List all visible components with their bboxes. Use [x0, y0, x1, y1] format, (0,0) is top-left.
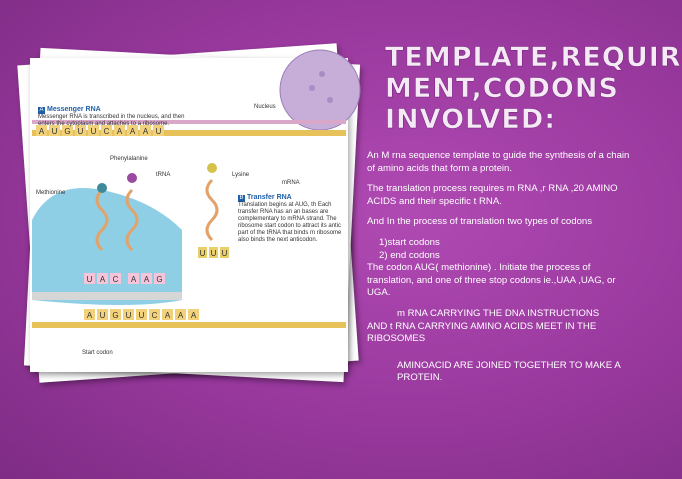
anticodon-phe-base-letter: A: [130, 275, 137, 284]
mrna-codon-base-letter: G: [112, 311, 119, 320]
anticodon-lys-base-letter: U: [199, 249, 206, 258]
paragraph-template: An M rna sequence template to guide the synthesis of a chain of amino acids that form a protein.: [367, 150, 630, 174]
ribosome-shape: [32, 188, 182, 305]
mrna-top-base-letter: U: [155, 127, 162, 136]
mrna-codon-base-letter: U: [125, 311, 132, 320]
mrna-top-base-letter: U: [77, 127, 84, 136]
mrna-top-base-letter: U: [90, 127, 97, 136]
anticodon-met-base-letter: U: [86, 275, 93, 284]
title-line-2: MENT,CODONS: [385, 73, 619, 104]
mrna-top-base-letter: C: [103, 127, 110, 136]
label-lysine: Lysine: [232, 172, 250, 178]
label-nucleus: Nucleus: [254, 104, 276, 110]
figure-photo-stack: [22, 52, 362, 382]
paragraph-mrna-carrying: m RNA CARRYING THE DNA INSTRUCTIONS: [397, 307, 600, 319]
paragraph-requirements: The translation process requires m RNA ,r RNA ,20 AMINO ACIDS and their specific t RNA.: [367, 183, 618, 207]
paragraph-codons: And In the process of translation two types of codons: [367, 216, 593, 228]
mrna-codon-base-letter: U: [99, 311, 106, 320]
label-methionine: Methionine: [36, 190, 66, 196]
title-line-3: INVOLVED:: [385, 104, 557, 135]
anticodon-met-base-letter: A: [99, 275, 106, 284]
photo-sheet-front: [30, 58, 348, 372]
mrna-top-base-letter: A: [116, 127, 123, 136]
list-item-start-codons: 1)start codons: [379, 236, 440, 248]
section-b-heading: Transfer RNA: [247, 194, 292, 201]
section-a-note: A Messenger RNA Messenger RNA is transcribed in the nucleus, and then enters the cytoplasm and attaches to a ribosome.: [38, 106, 188, 128]
section-b-text: Translation begins at AUG, th Each transfer RNA has an an bases are complementary to mRNA strand. The ribosome start codon to attract its antic part of the tRNA that binds m ribosome also binds the next anticodon.: [238, 202, 342, 243]
mrna-codon-base-letter: A: [190, 311, 197, 320]
mrna-top-base-letter: A: [142, 127, 149, 136]
paragraph-trna-carrying: AND t RNA CARRYING AMINO ACIDS MEET IN THE RIBOSOMES: [367, 320, 597, 345]
list-item-end-codons: 2) end codons: [379, 249, 440, 261]
label-start-codon: Start codon: [82, 350, 113, 356]
mrna-top-base-letter: A: [129, 127, 136, 136]
slide-body: [367, 150, 635, 385]
section-a-heading: Messenger RNA: [47, 106, 101, 113]
anticodon-met-base-letter: C: [112, 275, 119, 284]
anticodon-phe-base-letter: G: [156, 275, 163, 284]
label-trna: tRNA: [156, 172, 171, 178]
mrna-codon-base-letter: U: [138, 311, 145, 320]
label-mrna: mRNA: [282, 180, 300, 186]
nucleus-shape: [280, 50, 360, 130]
mrna-codon-base-letter: A: [164, 311, 171, 320]
paragraph-aminoacid: AMINOACID ARE JOINED TOGETHER TO MAKE A PROTEIN.: [397, 359, 621, 384]
mrna-top-base-letter: G: [64, 127, 71, 136]
mrna-strand-bottom: [32, 322, 346, 328]
mrna-top-base-letter: U: [51, 127, 58, 136]
trna-lysine-shape: [207, 180, 217, 240]
mrna-codon-base-letter: C: [151, 311, 158, 320]
anticodon-lys-base-letter: U: [221, 249, 228, 258]
anticodon-lys-base-letter: U: [210, 249, 217, 258]
translation-diagram: [32, 60, 346, 370]
mrna-top-base-letter: A: [38, 127, 45, 136]
mrna-codon-base-letter: A: [86, 311, 93, 320]
title-line-1: TEMPLATE,REQUIR: [385, 42, 682, 73]
section-a-text: Messenger RNA is transcribed in the nucleus, and then enters the cytoplasm and attaches to a ribosome.: [38, 114, 185, 127]
label-phenylalanine: Phenylalanine: [110, 156, 148, 162]
paragraph-aug: The codon AUG( methionine) . Initiate the process of translation, and one of three stop codons ie.,UAA ,UAG, or UGA.: [367, 262, 616, 299]
section-b-note: B Transfer RNA Translation begins at AUG, th Each transfer RNA has an an bases are complementary to mRNA strand. The ribosome start codon to attract its antic part of the tRNA that binds m ribosome also binds the next anticodon.: [238, 194, 348, 244]
anticodon-phe-base-letter: A: [143, 275, 150, 284]
slide-title: [385, 42, 682, 135]
mrna-codon-base-letter: A: [177, 311, 184, 320]
